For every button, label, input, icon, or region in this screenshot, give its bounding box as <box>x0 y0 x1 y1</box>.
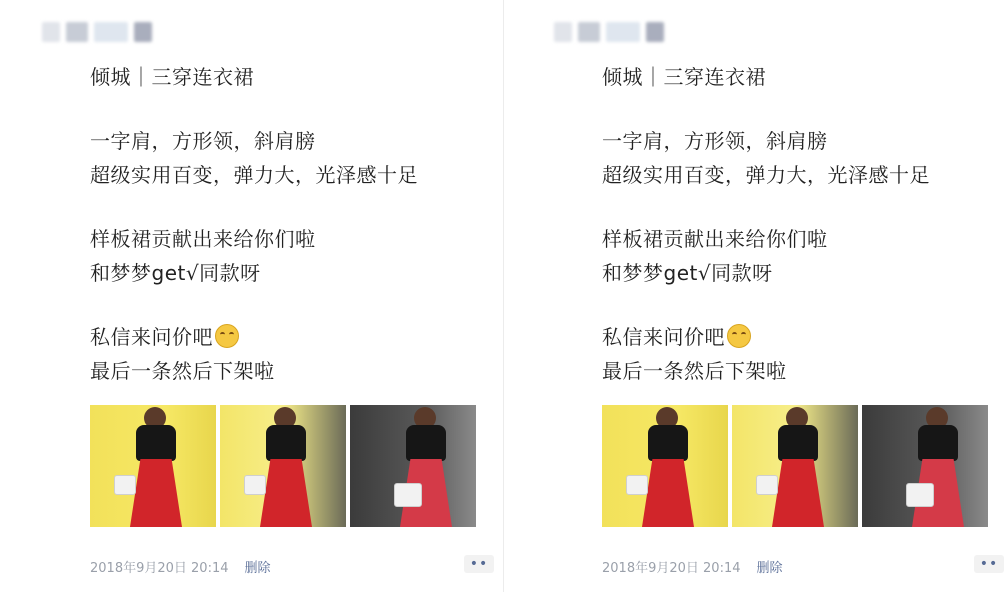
photo-thumbnail[interactable] <box>90 405 216 527</box>
post-title: 倾城｜三穿连衣裙 <box>602 65 766 89</box>
timestamp: 2018年9月20日 20:14 <box>90 561 229 576</box>
photo-thumbnail[interactable] <box>862 405 988 527</box>
blurred-author-name <box>42 22 152 44</box>
post-meta <box>602 557 783 576</box>
smirk-face-icon <box>727 324 751 348</box>
post-line: 一字肩，方形领，斜肩膀 <box>90 129 316 153</box>
blurred-author-name <box>554 22 664 44</box>
more-options-button[interactable]: •• <box>974 555 1004 573</box>
photo-thumbnail[interactable] <box>732 405 858 527</box>
delete-link[interactable]: 删除 <box>244 561 271 576</box>
photo-grid <box>602 405 988 527</box>
post-line: 和梦梦get√同款呀 <box>602 261 773 285</box>
photo-grid <box>90 405 476 527</box>
photo-thumbnail[interactable] <box>350 405 476 527</box>
post-line: 一字肩，方形领，斜肩膀 <box>602 129 828 153</box>
post-text <box>602 60 1002 388</box>
more-options-button[interactable]: •• <box>464 555 494 573</box>
post-line: 私信来问价吧 <box>90 325 213 349</box>
post-line: 最后一条然后下架啦 <box>90 359 275 383</box>
post-line: 样板裙贡献出来给你们啦 <box>90 227 316 251</box>
post-line: 超级实用百变，弹力大，光泽感十足 <box>90 163 418 187</box>
post-title: 倾城｜三穿连衣裙 <box>90 65 254 89</box>
timestamp: 2018年9月20日 20:14 <box>602 561 741 576</box>
post-line-with-emoji <box>602 320 1002 354</box>
post-line: 样板裙贡献出来给你们啦 <box>602 227 828 251</box>
post-line-with-emoji <box>90 320 490 354</box>
post-line: 私信来问价吧 <box>602 325 725 349</box>
post-text <box>90 60 490 388</box>
post-line: 最后一条然后下架啦 <box>602 359 787 383</box>
photo-thumbnail[interactable] <box>220 405 346 527</box>
post-line: 和梦梦get√同款呀 <box>90 261 261 285</box>
smirk-face-icon <box>215 324 239 348</box>
delete-link[interactable]: 删除 <box>756 561 783 576</box>
post-line: 超级实用百变，弹力大，光泽感十足 <box>602 163 930 187</box>
moment-post-right <box>504 0 1008 592</box>
post-meta <box>90 557 271 576</box>
photo-thumbnail[interactable] <box>602 405 728 527</box>
